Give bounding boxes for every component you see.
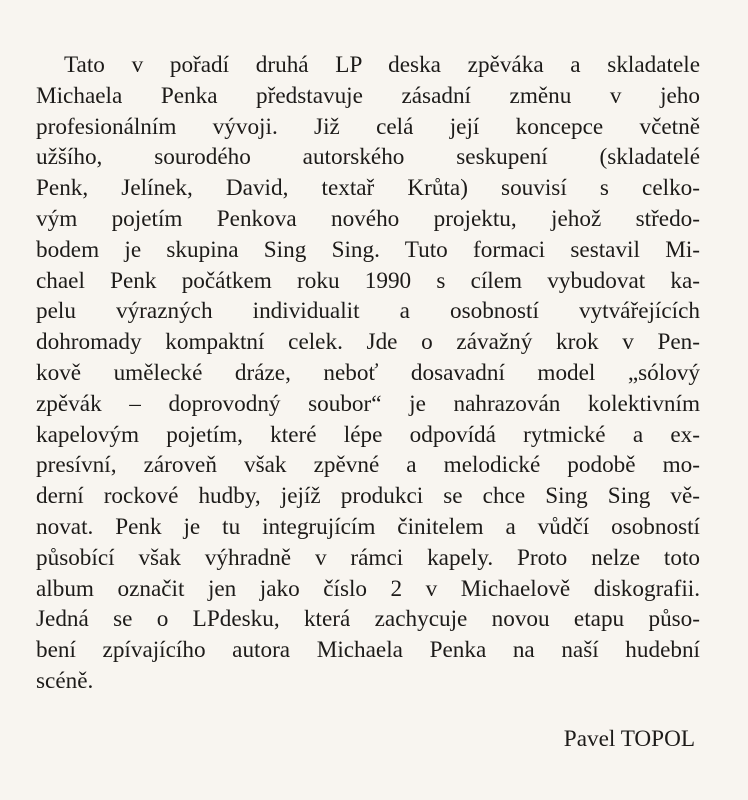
text-line: kově umělecké dráze, neboť dosavadní model „sólový	[36, 359, 700, 386]
text-line: dohromady kompaktní celek. Jde o závažný krok v Pen-	[36, 329, 700, 356]
article-text	[36, 50, 700, 697]
text-line: Jedná se o LPdesku, která zachycuje novou etapu půso-	[36, 606, 700, 633]
text-line: novat. Penk je tu integrujícím činitelem a vůdčí osobností	[36, 513, 700, 540]
text-line: kapelovým pojetím, které lépe odpovídá rytmické a ex-	[36, 421, 700, 448]
text-line: presívní, zároveň však zpěvné a melodické podobě mo-	[36, 452, 700, 479]
text-line: Penk, Jelínek, David, textař Krůta) souvisí s celko-	[36, 175, 700, 202]
text-line: chael Penk počátkem roku 1990 s cílem vybudovat ka-	[36, 267, 700, 294]
text-line: album označit jen jako číslo 2 v Michaelově diskografii.	[36, 575, 700, 602]
text-line: derní rockové hudby, jejíž produkci se chce Sing Sing vě-	[36, 483, 700, 510]
text-line: bodem je skupina Sing Sing. Tuto formaci sestavil Mi-	[36, 236, 700, 263]
text-line: zpěvák – doprovodný soubor“ je nahrazován kolektivním	[36, 390, 700, 417]
text-line: Tato v pořadí druhá LP deska zpěváka a skladatele	[64, 52, 700, 78]
text-line: profesionálním vývoji. Již celá její koncepce včetně	[36, 113, 700, 140]
text-line: užšího, sourodého autorského seskupení (skladatelé	[36, 144, 700, 171]
text-line: Michaela Penka představuje zásadní změnu v jeho	[36, 82, 700, 109]
text-line: pelu výrazných individualit a osobností vytvářejících	[36, 298, 700, 325]
text-line: vým pojetím Penkova nového projektu, jehož středo-	[36, 205, 700, 232]
author-signature: Pavel TOPOL	[563, 726, 695, 752]
text-line: působící však výhradně v rámci kapely. Proto nelze toto	[36, 544, 700, 571]
text-line: bení zpívajícího autora Michaela Penka na naší hudební	[36, 637, 700, 664]
text-line: scéně.	[36, 667, 94, 694]
